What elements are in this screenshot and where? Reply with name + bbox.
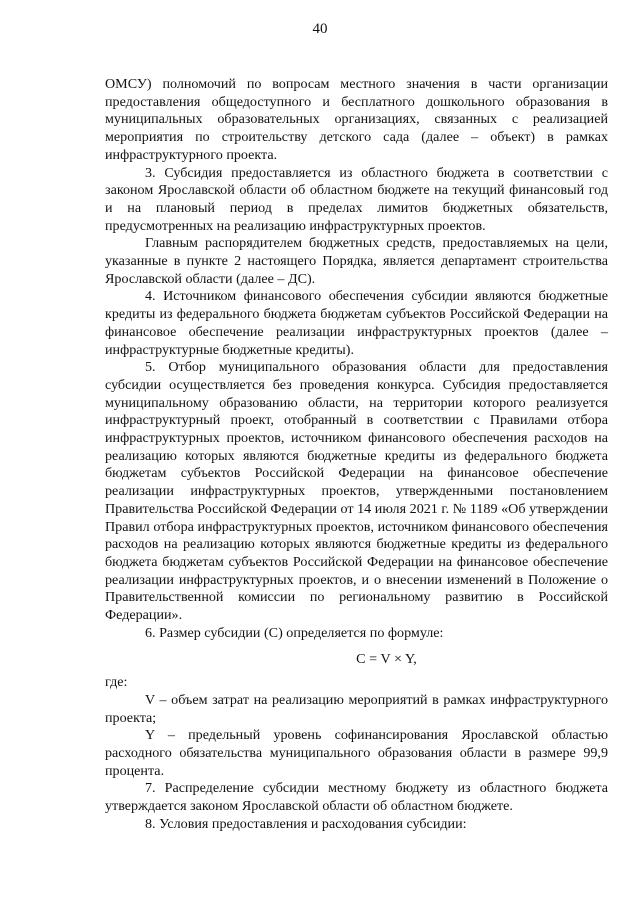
paragraph-3: 3. Субсидия предоставляется из областного бюджета в соответствии с законом Ярославской области об областном бюджете на текущий финансовый год и на плановый период в пределах лимитов бюджетных обязательств, предусмотренных на реализацию инфраструктурных проектов. bbox=[105, 164, 608, 234]
paragraph-4: 4. Источником финансового обеспечения субсидии являются бюджетные кредиты из федерального бюджета бюджетам субъектов Российской Федерации на финансовое обеспечение реализации инфраструктурных проектов (далее – инфраструктурные бюджетные кредиты). bbox=[105, 288, 608, 358]
paragraph-6: 6. Размер субсидии (С) определяется по формуле: bbox=[145, 624, 444, 641]
paragraph-continuation: ОМСУ) полномочий по вопросам местного значения в части организации предоставления общедоступного и бесплатного дошкольного образования в муниципальных образовательных организациях, связанных с реализацией мероприятия по строительству детского сада (далее – объект) в рамках инфраструктурного проекта. bbox=[105, 76, 608, 163]
paragraph-8: 8. Условия предоставления и расходования субсидии: bbox=[145, 815, 467, 832]
paragraph-5: 5. Отбор муниципального образования области для предоставления субсидии осуществляется без проведения конкурса. Субсидия предоставляется муниципальному образованию области, на территории которого реализуется инфраструктурный проект, отобранный в соответствии с Правилами отбора инфраструктурных проектов, источником финансового обеспечения расходов на реализацию которых являются бюджетные кредиты из федерального бюджета бюджетам субъектов Российской Федерации на финансовое обеспечение реализации инфраструктурных проектов, утвержденными постановлением Правительства Российской Федерации от 14 июля 2021 г. № 1189 «Об утверждении Правил отбора инфраструктурных проектов, источником финансового обеспечения расходов на реализацию которых являются бюджетные кредиты из федерального бюджета бюджетам субъектов Российской Федерации на финансовое обеспечение реализации инфраструктурных проектов, и о внесении изменений в Положение о Правительственной комиссии по региональному развитию в Российской Федерации». bbox=[105, 359, 608, 624]
document-body bbox=[105, 76, 608, 834]
paragraph-3-main-administrator: Главным распорядителем бюджетных средств, предоставляемых на цели, указанные в пункте 2 настоящего Порядка, является департамент строительства Ярославской области (далее – ДС). bbox=[105, 235, 608, 287]
paragraph-7: 7. Распределение субсидии местному бюджету из областного бюджета утверждается законом Ярославской области об областном бюджете. bbox=[105, 780, 608, 815]
page-number: 40 bbox=[312, 21, 328, 37]
definition-y: Y – предельный уровень софинансирования Ярославской областью расходного обязательства муниципального образования области в размере 99,9 процента. bbox=[105, 727, 608, 779]
subsidy-formula: С = V × Y, bbox=[356, 650, 417, 667]
definition-v: V – объем затрат на реализацию мероприятий в рамках инфраструктурного проекта; bbox=[105, 691, 608, 726]
formula-where-label: где: bbox=[105, 674, 128, 691]
